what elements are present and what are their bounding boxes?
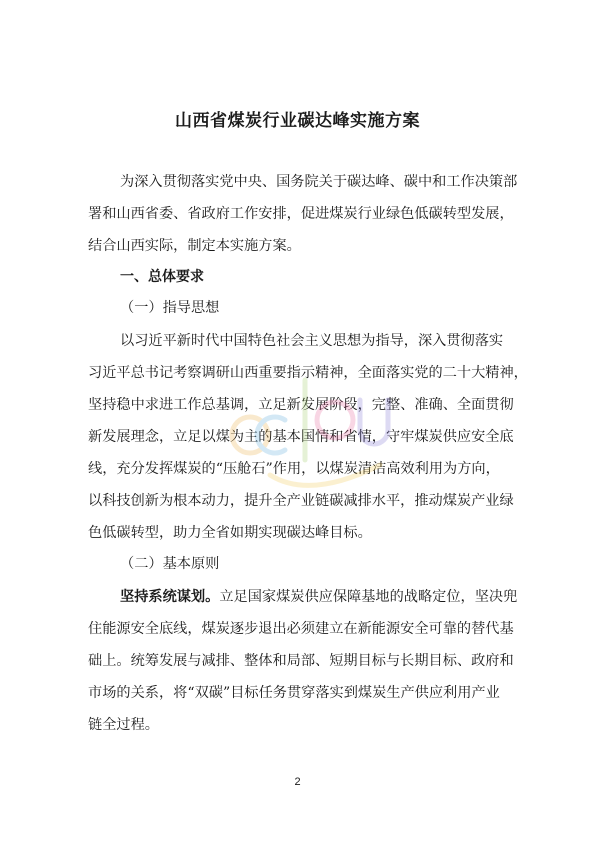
para1-line-4: 新发展理念，立足以煤为主的基本国情和省情，守牢煤炭供应安全底 [88, 429, 514, 445]
intro-line-2: 署和山西省委、省政府工作安排，促进煤炭行业绿色低碳转型发展， [88, 206, 514, 222]
para2-first-rest: 立足国家煤炭供应保障基地的战略定位，坚决兜 [219, 589, 518, 605]
subsection-heading-2: （二）基本原则 [120, 556, 220, 572]
para2-line-5: 链全过程。 [88, 717, 159, 733]
section-heading-1: 一、总体要求 [120, 269, 204, 285]
para2-line-4: 市场的关系，将“双碳”目标任务贯穿落实到煤炭生产供应利用产业 [88, 685, 500, 701]
para2-lead: 坚持系统谋划。 [120, 589, 220, 605]
page-number: 2 [294, 776, 301, 788]
intro-line-1: 为深入贯彻落实党中央、国务院关于碳达峰、碳中和工作决策部 [120, 174, 518, 190]
para1-line-2: 习近平总书记考察调研山西重要指示精神，全面落实党的二十大精神， [88, 365, 528, 381]
subsection-heading-1: （一）指导思想 [120, 300, 220, 316]
para2-line-1 [120, 587, 517, 607]
document-title: 山西省煤炭行业碳达峰实施方案 [175, 111, 420, 131]
para1-line-1: 以习近平新时代中国特色社会主义思想为指导，深入贯彻落实 [120, 333, 504, 349]
intro-line-3: 结合山西实际，制定本实施方案。 [88, 238, 301, 254]
para2-line-2: 住能源安全底线，煤炭逐步退出必须建立在新能源安全可靠的替代基 [88, 621, 514, 637]
para1-line-5: 线，充分发挥煤炭的“压舱石”作用，以煤炭清洁高效利用为方向， [88, 461, 500, 477]
para2-line-3: 础上。统筹发展与减排、整体和局部、短期目标与长期目标、政府和 [88, 653, 514, 669]
para1-line-6: 以科技创新为根本动力，提升全产业链碳减排水平，推动煤炭产业绿 [88, 493, 514, 509]
para1-line-7: 色低碳转型，助力全省如期实现碳达峰目标。 [88, 525, 372, 541]
para1-line-3: 坚持稳中求进工作总基调，立足新发展阶段，完整、准确、全面贯彻 [88, 397, 514, 413]
